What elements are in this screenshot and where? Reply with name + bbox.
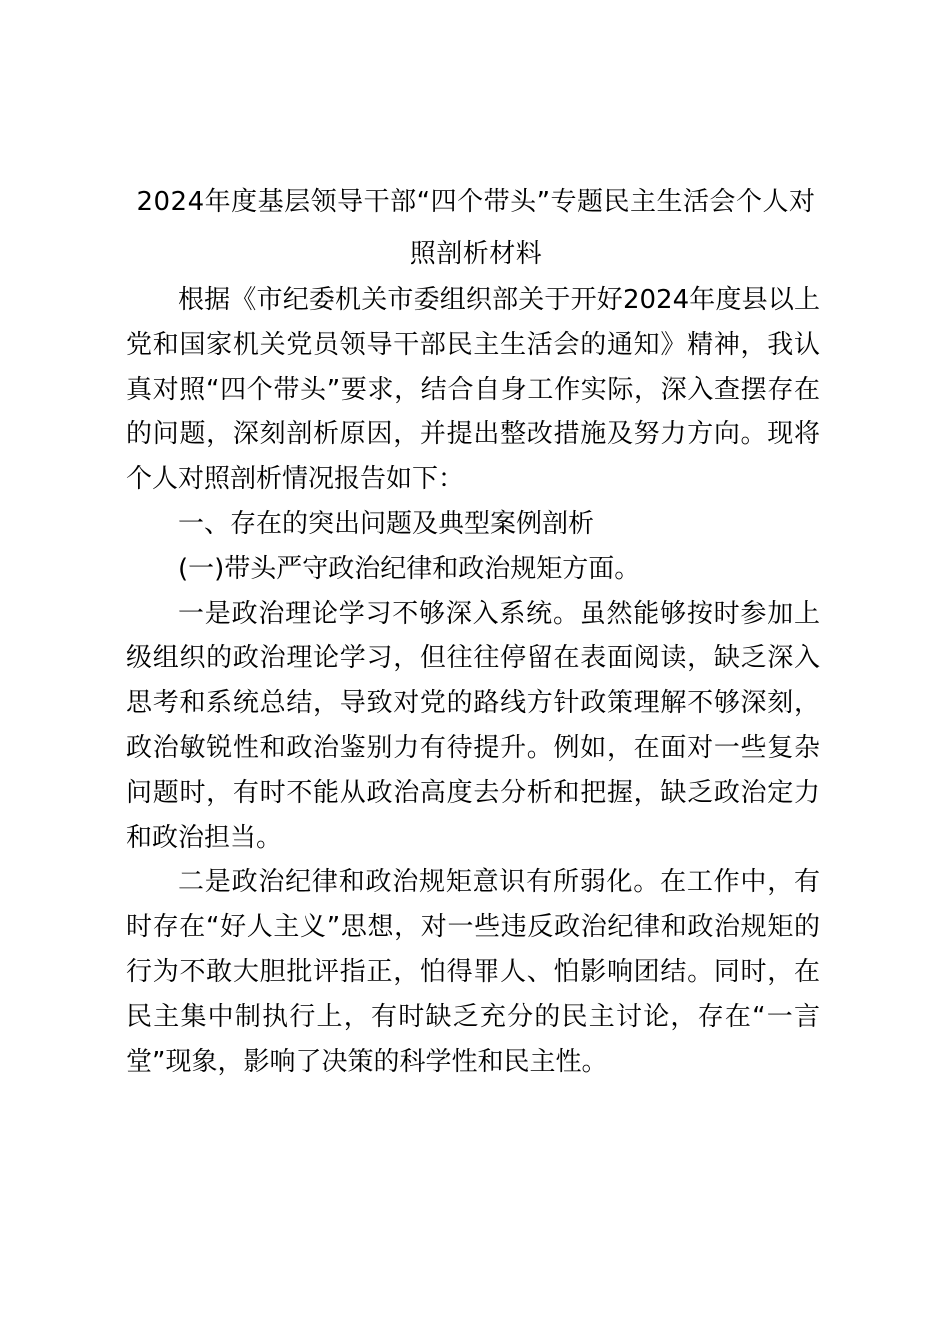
document-body <box>126 278 820 1084</box>
intro-paragraph: 根据《市纪委机关市委组织部关于开好2024年度县以上党和国家机关党员领导干部民主生活会的通知》精神，我认真对照“四个带头”要求，结合自身工作实际，深入查摆存在的问题，深刻剖析原因，并提出整改措施及努力方向。现将个人对照剖析情况报告如下： <box>126 285 820 495</box>
section-heading: 一、存在的突出问题及典型案例剖析 <box>178 508 595 539</box>
document-title: 2024年度基层领导干部“四个带头”专题民主生活会个人对照剖析材料 <box>136 187 816 269</box>
issue-paragraph-1: 一是政治理论学习不够深入系统。虽然能够按时参加上级组织的政治理论学习，但往往停留在表面阅读，缺乏深入思考和系统总结，导致对党的路线方针政策理解不够深刻，政治敏锐性和政治鉴别力有待提升。例如，在面对一些复杂问题时，有时不能从政治高度去分析和把握，缺乏政治定力和政治担当。 <box>126 598 820 853</box>
subsection-heading: (一)带头严守政治纪律和政治规矩方面。 <box>178 553 641 584</box>
issue-paragraph-2: 二是政治纪律和政治规矩意识有所弱化。在工作中，有时存在“好人主义”思想，对一些违反政治纪律和政治规矩的行为不敢大胆批评指正，怕得罪人、怕影响团结。同时，在民主集中制执行上，有时缺乏充分的民主讨论，存在“一言堂”现象，影响了决策的科学性和民主性。 <box>126 867 820 1077</box>
